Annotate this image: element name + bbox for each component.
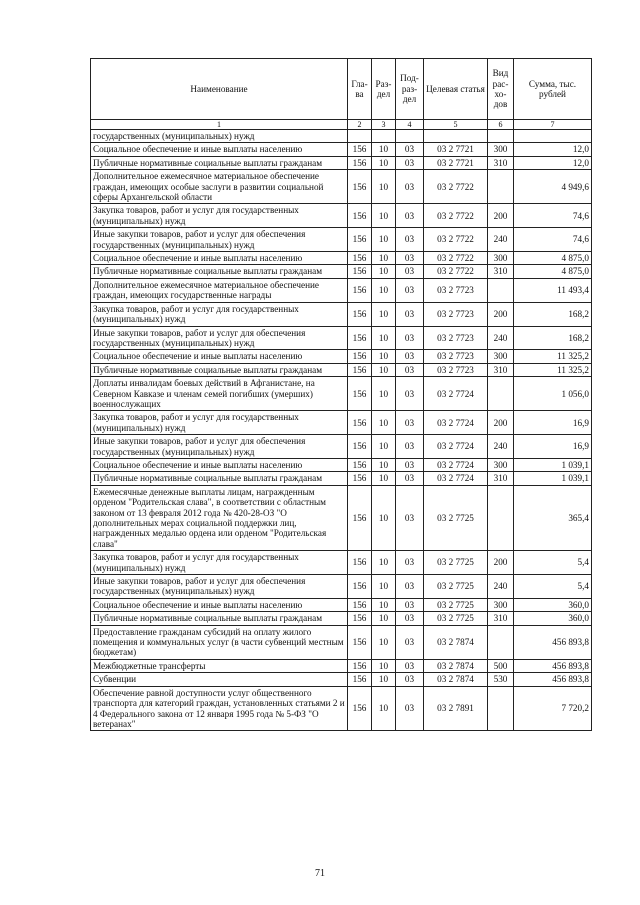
column-number: 4 <box>396 120 424 130</box>
row-razdel: 10 <box>372 575 396 599</box>
row-vid <box>488 485 514 550</box>
row-target: 03 2 7725 <box>424 485 488 550</box>
row-podrazdel: 03 <box>396 252 424 265</box>
row-vid: 240 <box>488 435 514 459</box>
row-name: Закупка товаров, работ и услуг для государственных (муниципальных) нужд <box>91 302 348 326</box>
row-target: 03 2 7874 <box>424 673 488 686</box>
header-podrazdel: Под-раз-дел <box>396 59 424 120</box>
row-razdel: 10 <box>372 143 396 156</box>
row-sum: 74,6 <box>514 228 592 252</box>
row-name: Публичные нормативные социальные выплаты гражданам <box>91 156 348 169</box>
row-glava: 156 <box>348 575 372 599</box>
row-podrazdel: 03 <box>396 265 424 278</box>
row-sum: 456 893,8 <box>514 673 592 686</box>
table-row <box>91 673 592 686</box>
column-number: 5 <box>424 120 488 130</box>
row-glava: 156 <box>348 350 372 363</box>
column-number: 7 <box>514 120 592 130</box>
row-razdel: 10 <box>372 625 396 659</box>
row-razdel: 10 <box>372 659 396 672</box>
row-podrazdel: 03 <box>396 228 424 252</box>
row-name: Закупка товаров, работ и услуг для государственных (муниципальных) нужд <box>91 411 348 435</box>
row-name: Иные закупки товаров, работ и услуг для обеспечения государственных (муниципальных) нужд <box>91 575 348 599</box>
row-glava: 156 <box>348 551 372 575</box>
row-razdel: 10 <box>372 673 396 686</box>
row-name: Публичные нормативные социальные выплаты гражданам <box>91 472 348 485</box>
row-podrazdel: 03 <box>396 598 424 611</box>
row-vid: 200 <box>488 411 514 435</box>
row-podrazdel: 03 <box>396 377 424 411</box>
table-row <box>91 625 592 659</box>
row-podrazdel: 03 <box>396 435 424 459</box>
row-target: 03 2 7891 <box>424 686 488 731</box>
row-podrazdel: 03 <box>396 170 424 204</box>
row-vid: 530 <box>488 673 514 686</box>
row-sum: 456 893,8 <box>514 625 592 659</box>
row-vid: 300 <box>488 458 514 471</box>
row-vid: 310 <box>488 612 514 625</box>
table-row <box>91 326 592 350</box>
row-vid: 200 <box>488 551 514 575</box>
row-razdel: 10 <box>372 435 396 459</box>
row-name: Ежемесячные денежные выплаты лицам, награжденным орденом "Родительская слава", в соответствии с областным законом от 13 февраля 2012 года № 420-28-ОЗ "О дополнительных мерах социальной поддержки лиц, награжденных медалью ордена или орденом "Родительская слава" <box>91 485 348 550</box>
row-vid <box>488 278 514 302</box>
row-name: Социальное обеспечение и иные выплаты населению <box>91 350 348 363</box>
row-glava: 156 <box>348 204 372 228</box>
row-razdel: 10 <box>372 411 396 435</box>
row-podrazdel: 03 <box>396 625 424 659</box>
row-razdel: 10 <box>372 377 396 411</box>
row-podrazdel: 03 <box>396 472 424 485</box>
row-vid: 500 <box>488 659 514 672</box>
row-razdel: 10 <box>372 265 396 278</box>
row-target: 03 2 7724 <box>424 435 488 459</box>
budget-table <box>90 58 592 731</box>
row-sum: 456 893,8 <box>514 659 592 672</box>
table-row <box>91 551 592 575</box>
column-number: 6 <box>488 120 514 130</box>
row-name: государственных (муниципальных) нужд <box>91 130 348 143</box>
row-sum: 5,4 <box>514 575 592 599</box>
row-vid <box>488 170 514 204</box>
header-glava: Гла-ва <box>348 59 372 120</box>
row-vid: 300 <box>488 350 514 363</box>
row-glava: 156 <box>348 673 372 686</box>
column-number: 2 <box>348 120 372 130</box>
row-name: Социальное обеспечение и иные выплаты населению <box>91 458 348 471</box>
row-vid: 240 <box>488 575 514 599</box>
row-razdel: 10 <box>372 472 396 485</box>
row-glava: 156 <box>348 252 372 265</box>
row-target: 03 2 7725 <box>424 612 488 625</box>
row-name: Доплаты инвалидам боевых действий в Афганистане, на Северном Кавказе и членам семей погибших (умерших) военнослужащих <box>91 377 348 411</box>
row-podrazdel: 03 <box>396 485 424 550</box>
row-sum: 1 056,0 <box>514 377 592 411</box>
row-target: 03 2 7724 <box>424 472 488 485</box>
row-target: 03 2 7721 <box>424 143 488 156</box>
row-razdel: 10 <box>372 350 396 363</box>
row-vid <box>488 625 514 659</box>
row-vid: 200 <box>488 302 514 326</box>
row-sum: 11 325,2 <box>514 350 592 363</box>
table-row <box>91 411 592 435</box>
row-podrazdel: 03 <box>396 673 424 686</box>
row-podrazdel: 03 <box>396 143 424 156</box>
row-target: 03 2 7723 <box>424 278 488 302</box>
row-razdel: 10 <box>372 612 396 625</box>
row-target: 03 2 7724 <box>424 458 488 471</box>
row-vid: 300 <box>488 143 514 156</box>
row-razdel: 10 <box>372 551 396 575</box>
row-glava: 156 <box>348 377 372 411</box>
table-row <box>91 363 592 376</box>
row-glava: 156 <box>348 228 372 252</box>
table-row <box>91 472 592 485</box>
row-sum: 360,0 <box>514 612 592 625</box>
row-sum: 74,6 <box>514 204 592 228</box>
row-glava: 156 <box>348 458 372 471</box>
row-podrazdel: 03 <box>396 458 424 471</box>
row-sum: 11 325,2 <box>514 363 592 376</box>
table-row <box>91 252 592 265</box>
row-target: 03 2 7723 <box>424 363 488 376</box>
row-glava: 156 <box>348 472 372 485</box>
row-razdel: 10 <box>372 485 396 550</box>
row-name: Предоставление гражданам субсидий на оплату жилого помещения и коммунальных услуг (в части субвенций местным бюджетам) <box>91 625 348 659</box>
row-vid: 300 <box>488 598 514 611</box>
table-row <box>91 598 592 611</box>
row-glava: 156 <box>348 278 372 302</box>
row-target: 03 2 7725 <box>424 551 488 575</box>
row-podrazdel: 03 <box>396 575 424 599</box>
row-glava: 156 <box>348 265 372 278</box>
row-sum: 365,4 <box>514 485 592 550</box>
row-target: 03 2 7722 <box>424 265 488 278</box>
row-podrazdel: 03 <box>396 326 424 350</box>
row-sum: 168,2 <box>514 326 592 350</box>
row-target: 03 2 7722 <box>424 170 488 204</box>
table-body <box>91 130 592 731</box>
table-row <box>91 130 592 143</box>
table-row <box>91 458 592 471</box>
row-glava: 156 <box>348 143 372 156</box>
row-name: Публичные нормативные социальные выплаты гражданам <box>91 612 348 625</box>
column-number: 1 <box>91 120 348 130</box>
row-podrazdel: 03 <box>396 411 424 435</box>
row-razdel: 10 <box>372 252 396 265</box>
row-glava: 156 <box>348 156 372 169</box>
table-row <box>91 377 592 411</box>
row-glava: 156 <box>348 612 372 625</box>
row-name: Дополнительное ежемесячное материальное обеспечение граждан, имеющих особые заслуги в развитии социальной сферы Архангельской области <box>91 170 348 204</box>
row-name: Иные закупки товаров, работ и услуг для обеспечения государственных (муниципальных) нужд <box>91 326 348 350</box>
row-name: Обеспечение равной доступности услуг общественного транспорта для категорий граждан, установленных статьями 2 и 4 Федерального закона от 12 января 1995 года № 5-ФЗ "О ветеранах" <box>91 686 348 731</box>
table-row <box>91 485 592 550</box>
row-name: Дополнительное ежемесячное материальное обеспечение граждан, имеющих государственные награды <box>91 278 348 302</box>
page-number: 71 <box>315 868 325 879</box>
row-sum: 12,0 <box>514 156 592 169</box>
row-vid: 200 <box>488 204 514 228</box>
row-podrazdel: 03 <box>396 612 424 625</box>
header-name: Наименование <box>91 59 348 120</box>
row-glava: 156 <box>348 302 372 326</box>
row-podrazdel: 03 <box>396 278 424 302</box>
row-glava: 156 <box>348 659 372 672</box>
row-target: 03 2 7725 <box>424 598 488 611</box>
row-sum: 1 039,1 <box>514 458 592 471</box>
table-row <box>91 156 592 169</box>
row-target: 03 2 7723 <box>424 350 488 363</box>
row-podrazdel: 03 <box>396 686 424 731</box>
row-razdel: 10 <box>372 598 396 611</box>
row-podrazdel: 03 <box>396 363 424 376</box>
row-podrazdel: 03 <box>396 302 424 326</box>
row-glava <box>348 130 372 143</box>
row-sum: 4 949,6 <box>514 170 592 204</box>
header-vid: Вид рас-хо-дов <box>488 59 514 120</box>
row-glava: 156 <box>348 485 372 550</box>
row-glava: 156 <box>348 411 372 435</box>
row-sum: 4 875,0 <box>514 265 592 278</box>
table-row <box>91 612 592 625</box>
table-row <box>91 228 592 252</box>
row-name: Публичные нормативные социальные выплаты гражданам <box>91 265 348 278</box>
row-name: Иные закупки товаров, работ и услуг для обеспечения государственных (муниципальных) нужд <box>91 228 348 252</box>
row-sum: 168,2 <box>514 302 592 326</box>
row-glava: 156 <box>348 170 372 204</box>
row-podrazdel: 03 <box>396 204 424 228</box>
row-sum: 11 493,4 <box>514 278 592 302</box>
row-name: Субвенции <box>91 673 348 686</box>
row-sum: 12,0 <box>514 143 592 156</box>
row-razdel: 10 <box>372 228 396 252</box>
row-podrazdel: 03 <box>396 551 424 575</box>
table-row <box>91 170 592 204</box>
row-razdel: 10 <box>372 170 396 204</box>
row-target <box>424 130 488 143</box>
row-razdel <box>372 130 396 143</box>
row-vid: 310 <box>488 265 514 278</box>
table-row <box>91 278 592 302</box>
row-target: 03 2 7723 <box>424 326 488 350</box>
row-sum: 16,9 <box>514 435 592 459</box>
row-name: Социальное обеспечение и иные выплаты населению <box>91 598 348 611</box>
table-row <box>91 435 592 459</box>
row-razdel: 10 <box>372 278 396 302</box>
row-sum: 4 875,0 <box>514 252 592 265</box>
table-row <box>91 302 592 326</box>
row-vid: 240 <box>488 228 514 252</box>
row-podrazdel: 03 <box>396 156 424 169</box>
header-sum: Сумма, тыс. рублей <box>514 59 592 120</box>
row-vid: 310 <box>488 363 514 376</box>
row-target: 03 2 7725 <box>424 575 488 599</box>
table-row <box>91 575 592 599</box>
row-sum: 16,9 <box>514 411 592 435</box>
row-glava: 156 <box>348 598 372 611</box>
row-sum <box>514 130 592 143</box>
column-number-row <box>91 120 592 130</box>
row-target: 03 2 7722 <box>424 252 488 265</box>
table-row <box>91 350 592 363</box>
row-podrazdel: 03 <box>396 350 424 363</box>
row-razdel: 10 <box>372 156 396 169</box>
table-row <box>91 143 592 156</box>
row-razdel: 10 <box>372 204 396 228</box>
row-target: 03 2 7722 <box>424 228 488 252</box>
row-vid: 300 <box>488 252 514 265</box>
row-glava: 156 <box>348 435 372 459</box>
row-vid <box>488 377 514 411</box>
row-sum: 7 720,2 <box>514 686 592 731</box>
row-target: 03 2 7722 <box>424 204 488 228</box>
row-name: Закупка товаров, работ и услуг для государственных (муниципальных) нужд <box>91 204 348 228</box>
row-podrazdel <box>396 130 424 143</box>
header-target: Целевая статья <box>424 59 488 120</box>
row-target: 03 2 7724 <box>424 411 488 435</box>
row-sum: 1 039,1 <box>514 472 592 485</box>
table-row <box>91 659 592 672</box>
row-target: 03 2 7723 <box>424 302 488 326</box>
row-vid: 240 <box>488 326 514 350</box>
row-name: Иные закупки товаров, работ и услуг для обеспечения государственных (муниципальных) нужд <box>91 435 348 459</box>
row-name: Публичные нормативные социальные выплаты гражданам <box>91 363 348 376</box>
row-razdel: 10 <box>372 686 396 731</box>
row-vid: 310 <box>488 472 514 485</box>
row-name: Социальное обеспечение и иные выплаты населению <box>91 143 348 156</box>
row-name: Социальное обеспечение и иные выплаты населению <box>91 252 348 265</box>
row-vid: 310 <box>488 156 514 169</box>
row-target: 03 2 7874 <box>424 625 488 659</box>
row-target: 03 2 7721 <box>424 156 488 169</box>
row-vid <box>488 686 514 731</box>
row-target: 03 2 7724 <box>424 377 488 411</box>
row-vid <box>488 130 514 143</box>
row-razdel: 10 <box>372 302 396 326</box>
table-row <box>91 265 592 278</box>
row-podrazdel: 03 <box>396 659 424 672</box>
row-sum: 360,0 <box>514 598 592 611</box>
row-glava: 156 <box>348 686 372 731</box>
row-glava: 156 <box>348 326 372 350</box>
column-number: 3 <box>372 120 396 130</box>
row-name: Межбюджетные трансферты <box>91 659 348 672</box>
row-sum: 5,4 <box>514 551 592 575</box>
row-razdel: 10 <box>372 363 396 376</box>
row-glava: 156 <box>348 625 372 659</box>
table-row <box>91 204 592 228</box>
row-razdel: 10 <box>372 326 396 350</box>
header-razdel: Раз-дел <box>372 59 396 120</box>
row-razdel: 10 <box>372 458 396 471</box>
table-row <box>91 686 592 731</box>
row-name: Закупка товаров, работ и услуг для государственных (муниципальных) нужд <box>91 551 348 575</box>
row-glava: 156 <box>348 363 372 376</box>
row-target: 03 2 7874 <box>424 659 488 672</box>
